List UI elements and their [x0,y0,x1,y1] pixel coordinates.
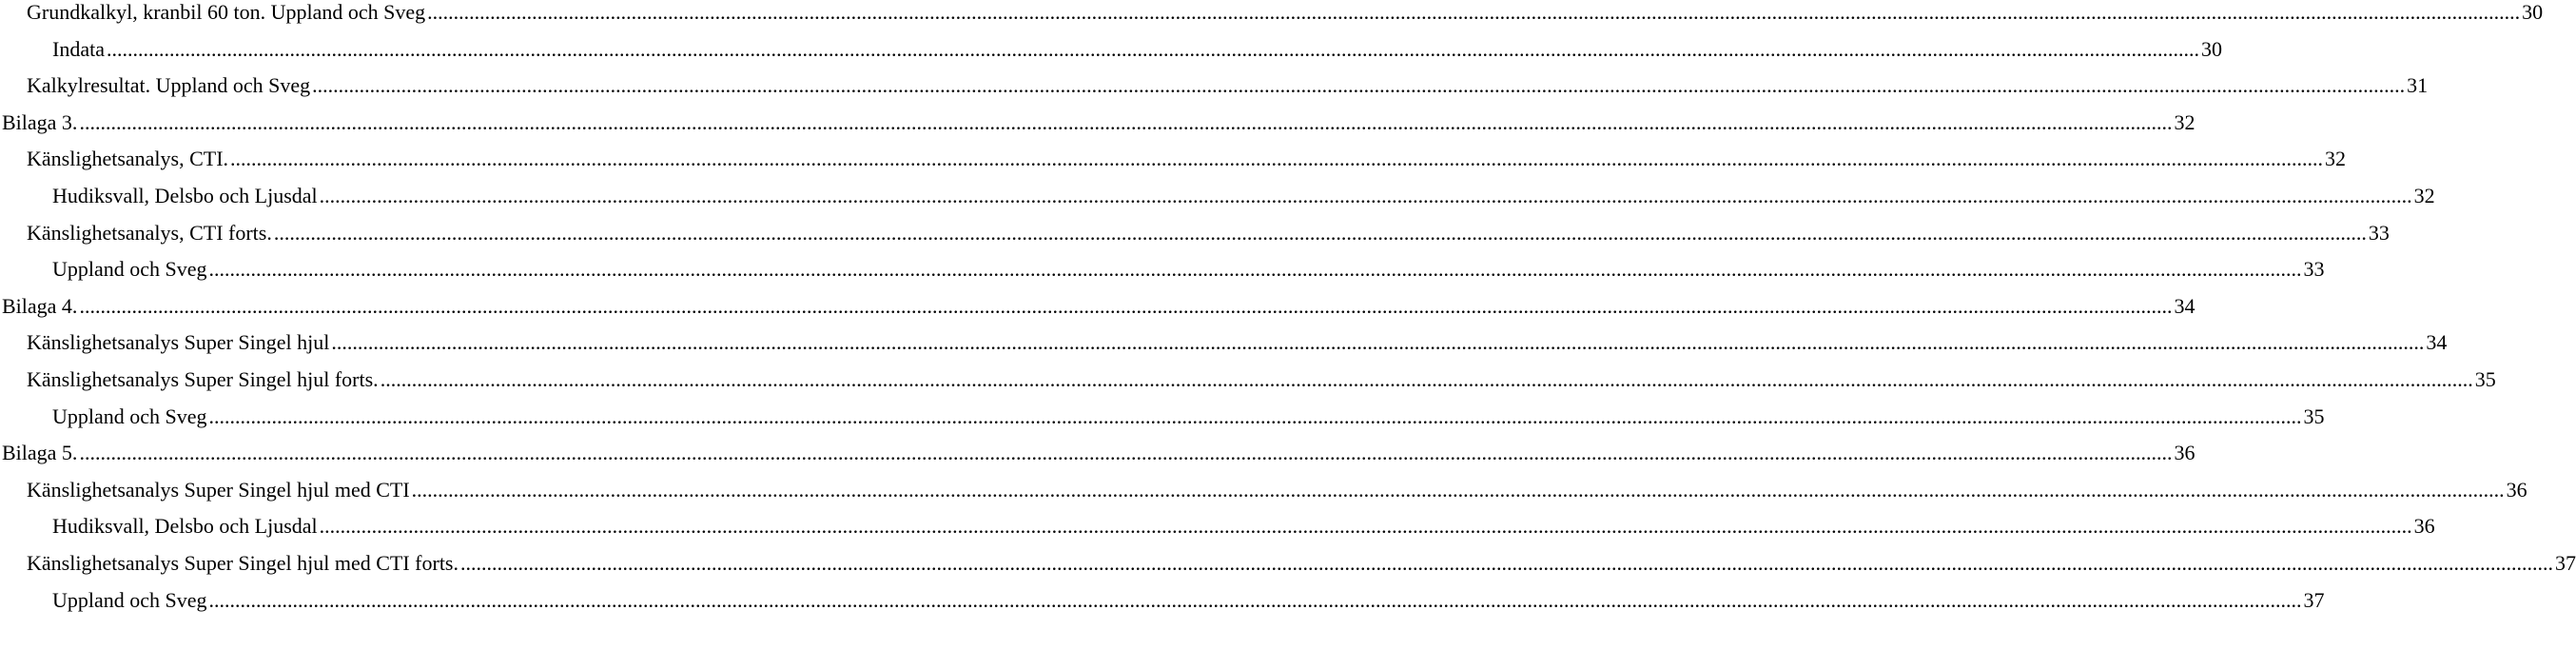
toc-entry-page-number: 32 [2174,109,2195,134]
toc-entry-page-number: 35 [2303,404,2325,428]
toc-entry-title: Indata [52,36,105,61]
toc-entry-page-number: 36 [2174,441,2195,465]
toc-entry-page-number: 36 [2413,514,2435,539]
toc-dot-leader: ................................................................................................................................................................................................................................................................................................................................................................................................................ [79,441,2173,465]
toc-entry[interactable] [52,180,2435,212]
toc-entry[interactable] [52,584,2325,617]
toc-entry[interactable] [52,510,2435,542]
toc-entry-title: Hudiksvall, Delsbo och Ljusdal [52,184,318,207]
toc-entry[interactable] [27,0,2544,29]
toc-entry-title: Känslighetsanalys Super Singel hjul med CTI forts. [27,551,459,575]
toc-entry-title: Bilaga 5. [2,441,78,465]
toc-entry[interactable] [2,290,2195,323]
toc-entry-page-number: 33 [2303,257,2325,282]
toc-entry-title: Känslighetsanalys Super Singel hjul [27,330,330,355]
toc-entry-title: Känslighetsanalys, CTI forts. [27,220,272,245]
toc-entry[interactable] [27,217,2390,249]
toc-dot-leader: ................................................................................................................................................................................................................................................................................................................................................................................................................ [380,367,2473,391]
toc-entry[interactable] [52,33,2222,66]
toc-dot-leader: ................................................................................................................................................................................................................................................................................................................................................................................................................ [427,0,2521,24]
toc-entry[interactable] [52,401,2325,433]
toc-entry-title: Känslighetsanalys, CTI. [27,147,229,171]
toc-entry[interactable] [27,364,2496,396]
toc-entry-page-number: 37 [2555,551,2576,575]
toc-entry-page-number: 36 [2506,477,2527,502]
toc-entry[interactable] [27,326,2448,359]
toc-entry-title: Uppland och Sveg [52,257,207,282]
toc-entry-title: Bilaga 4. [2,293,78,318]
toc-entry-title: Grundkalkyl, kranbil 60 ton. Uppland och Sveg [27,0,426,24]
toc-entry-title: Uppland och Sveg [52,587,207,612]
toc-entry[interactable] [27,69,2429,102]
toc-dot-leader: ................................................................................................................................................................................................................................................................................................................................................................................................................ [106,36,2199,61]
toc-dot-leader: ................................................................................................................................................................................................................................................................................................................................................................................................................ [460,551,2553,575]
toc-dot-leader: ................................................................................................................................................................................................................................................................................................................................................................................................................ [208,257,2302,282]
toc-entry-page-number: 32 [2413,184,2435,207]
toc-entry-page-number: 33 [2368,220,2390,245]
toc-dot-leader: ................................................................................................................................................................................................................................................................................................................................................................................................................ [273,220,2367,245]
toc-entry-page-number: 31 [2407,73,2429,98]
toc-dot-leader: ................................................................................................................................................................................................................................................................................................................................................................................................................ [319,514,2412,539]
toc-entry[interactable] [2,437,2195,469]
toc-entry[interactable] [2,107,2195,139]
toc-entry-page-number: 30 [2522,0,2544,24]
toc-entry[interactable] [52,253,2325,286]
toc-entry-page-number: 37 [2303,587,2325,612]
toc-dot-leader: ................................................................................................................................................................................................................................................................................................................................................................................................................ [319,184,2412,207]
toc-dot-leader: ................................................................................................................................................................................................................................................................................................................................................................................................................ [208,404,2302,428]
toc-entry-title: Uppland och Sveg [52,404,207,428]
toc-dot-leader: ................................................................................................................................................................................................................................................................................................................................................................................................................ [208,587,2302,612]
toc-dot-leader: ................................................................................................................................................................................................................................................................................................................................................................................................................ [312,73,2406,98]
toc-dot-leader: ................................................................................................................................................................................................................................................................................................................................................................................................................ [331,330,2425,355]
toc-entry[interactable] [27,143,2347,175]
toc-entry[interactable] [27,547,2576,580]
toc-entry-page-number: 32 [2325,147,2347,171]
toc-entry-title: Känslighetsanalys Super Singel hjul forts. [27,367,379,391]
toc-entry-title: Känslighetsanalys Super Singel hjul med CTI [27,477,410,502]
toc-entry-page-number: 34 [2174,293,2195,318]
toc-entry-page-number: 35 [2474,367,2496,391]
toc-entry-title: Bilaga 3. [2,109,78,134]
toc-entry-page-number: 34 [2426,330,2448,355]
toc-dot-leader: ................................................................................................................................................................................................................................................................................................................................................................................................................ [230,147,2324,171]
toc-entry-title: Hudiksvall, Delsbo och Ljusdal [52,514,318,539]
toc-entry-title: Kalkylresultat. Uppland och Sveg [27,73,311,98]
toc-entry[interactable] [27,474,2527,506]
toc-dot-leader: ................................................................................................................................................................................................................................................................................................................................................................................................................ [411,477,2505,502]
toc-dot-leader: ................................................................................................................................................................................................................................................................................................................................................................................................................ [79,293,2173,318]
toc-dot-leader: ................................................................................................................................................................................................................................................................................................................................................................................................................ [79,109,2173,134]
toc-entry-page-number: 30 [2200,36,2222,61]
